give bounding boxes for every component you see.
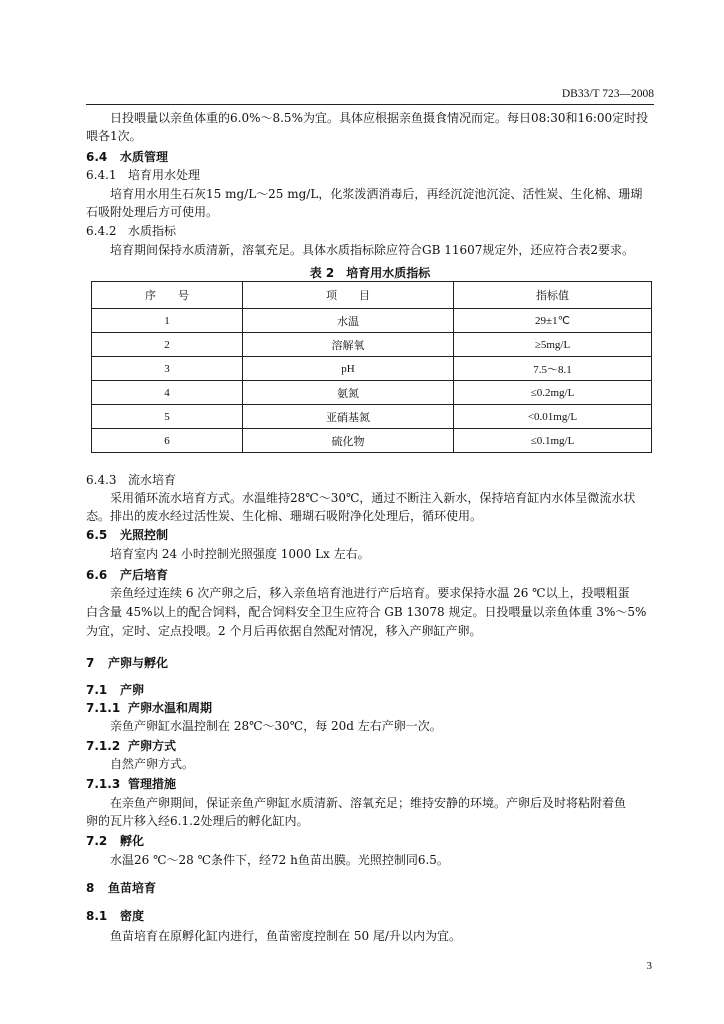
section-number: 7.1.3: [86, 777, 121, 791]
cell-value: ≥5mg/L: [454, 333, 652, 357]
section-title: 孵化: [120, 834, 145, 848]
water-treatment-line-1: 培育用水用生石灰15 mg/L～25 mg/L，化浆泼洒消毒后，再经沉淀池沉淀、活性炭、生化棉、珊瑚: [110, 187, 643, 201]
water-quality-table: [91, 281, 652, 453]
cell-number: 6: [92, 429, 243, 453]
section-title: 光照控制: [120, 528, 169, 542]
section-title: 产卵与孵化: [108, 656, 169, 670]
table-row: [92, 429, 652, 453]
section-title: 鱼苗培育: [108, 881, 157, 895]
section-7-2-heading: [86, 833, 654, 849]
section-number: 8: [86, 881, 95, 895]
cell-value: ≤0.2mg/L: [454, 381, 652, 405]
section-number: 6.4.1: [86, 168, 117, 182]
water-index-paragraph: 培育期间保持水质清新，溶氧充足。具体水质指标除应符合GB 11607规定外，还应符合表2要求。: [110, 243, 635, 257]
cell-value: 7.5～8.1: [454, 357, 652, 381]
cell-item: 溶解氧: [243, 333, 454, 357]
table-row: [92, 309, 652, 333]
feed-paragraph-line-1: 日投喂量以亲鱼体重的6.0%～8.5%为宜。具体应根据亲鱼摄食情况而定。每日08:30和16:00定时投: [110, 111, 649, 125]
cell-item: 硫化物: [243, 429, 454, 453]
table-row: [92, 405, 652, 429]
section-number: 6.4.2: [86, 224, 117, 238]
light-paragraph: 培育室内 24 小时控制光照强度 1000 Lx 左右。: [110, 547, 370, 561]
section-title: 流水培育: [128, 473, 177, 487]
section-title: 产卵水温和周期: [128, 701, 213, 715]
feed-paragraph-line-2: 喂各1次。: [86, 129, 142, 143]
table-row: [92, 357, 652, 381]
section-7-1-1-heading: [86, 700, 654, 716]
post-spawn-line-1: 亲鱼经过连续 6 次产卵之后，移入亲鱼培育池进行产后培育。要求保持水温 26 ℃以上，投喂粗蛋: [110, 586, 630, 600]
cell-number: 4: [92, 381, 243, 405]
section-6-6-heading: [86, 567, 654, 583]
table-row: [92, 381, 652, 405]
section-number: 7: [86, 656, 95, 670]
section-title: 水质指标: [128, 224, 177, 238]
water-treatment-line-2: 石吸附处理后方可使用。: [86, 205, 219, 219]
header-rule: [86, 104, 654, 105]
section-7-1-2-heading: [86, 738, 654, 754]
section-number: 6.4: [86, 150, 108, 164]
section-number: 6.6: [86, 568, 108, 582]
col-header-value: 指标值: [454, 282, 652, 309]
section-title: 密度: [120, 909, 145, 923]
paragraph-7-1-3-line-1: 在亲鱼产卵期间，保证亲鱼产卵缸水质清新、溶氧充足；维持安静的环境。产卵后及时将粘附着鱼: [110, 796, 627, 810]
section-title: 管理措施: [128, 777, 177, 791]
section-number: 7.1: [86, 683, 108, 697]
section-title: 培育用水处理: [128, 168, 201, 182]
cell-number: 1: [92, 309, 243, 333]
paragraph-7-1-3-line-2: 卵的瓦片移入经6.1.2处理后的孵化缸内。: [86, 814, 309, 828]
cell-number: 3: [92, 357, 243, 381]
section-6-4-2-heading: [86, 223, 654, 239]
section-number: 7.1.2: [86, 739, 121, 753]
table-row: [92, 333, 652, 357]
section-title: 产卵方式: [128, 739, 177, 753]
section-number: 7.2: [86, 834, 108, 848]
section-7-1-heading: [86, 682, 654, 698]
section-6-5-heading: [86, 527, 654, 543]
section-8-1-heading: [86, 908, 654, 924]
col-header-number: 序 号: [92, 282, 243, 309]
page-number: 3: [646, 960, 652, 972]
section-number: 7.1.1: [86, 701, 121, 715]
cell-number: 5: [92, 405, 243, 429]
cell-number: 2: [92, 333, 243, 357]
paragraph-7-2: 水温26 ℃～28 ℃条件下，经72 h鱼苗出膜。光照控制同6.5。: [110, 853, 449, 867]
chapter-7-heading: [86, 655, 654, 671]
section-title: 产卵: [120, 683, 145, 697]
section-7-1-3-heading: [86, 776, 654, 792]
section-number: 8.1: [86, 909, 108, 923]
post-spawn-line-3: 为宜，定时、定点投喂。2 个月后再依据自然配对情况，移入产卵缸产卵。: [86, 624, 482, 638]
standard-code: DB33/T 723—2008: [561, 88, 654, 100]
cell-value: <0.01mg/L: [454, 405, 652, 429]
section-6-4-1-heading: [86, 167, 654, 183]
cell-value: 29±1℃: [454, 309, 652, 333]
cell-value: ≤0.1mg/L: [454, 429, 652, 453]
section-6-4-heading: [86, 149, 654, 165]
paragraph-7-1-1: 亲鱼产卵缸水温控制在 28℃～30℃，每 20d 左右产卵一次。: [110, 719, 442, 733]
section-number: 6.4.3: [86, 473, 117, 487]
section-6-4-3-heading: [86, 472, 654, 488]
post-spawn-line-2: 白含量 45%以上的配合饲料，配合饲料安全卫生应符合 GB 13078 规定。日投喂量以亲鱼体重 3%～5%: [86, 605, 647, 619]
cell-item: 亚硝基氮: [243, 405, 454, 429]
cell-item: pH: [243, 357, 454, 381]
paragraph-7-1-2: 自然产卵方式。: [110, 757, 195, 771]
flow-paragraph-line-2: 态。排出的废水经过活性炭、生化棉、珊瑚石吸附净化处理后，循环使用。: [86, 509, 483, 523]
section-title: 产后培育: [120, 568, 169, 582]
table-header-row: [92, 282, 652, 309]
flow-paragraph-line-1: 采用循环流水培育方式。水温维持28℃～30℃，通过不断注入新水，保持培育缸内水体呈微流水状: [110, 491, 636, 505]
section-title: 水质管理: [120, 150, 169, 164]
chapter-8-heading: [86, 880, 654, 896]
cell-item: 水温: [243, 309, 454, 333]
section-number: 6.5: [86, 528, 108, 542]
col-header-item: 项 目: [243, 282, 454, 309]
table-caption: 表 2 培育用水质指标: [309, 266, 431, 280]
cell-item: 氨氮: [243, 381, 454, 405]
paragraph-8-1: 鱼苗培育在原孵化缸内进行，鱼苗密度控制在 50 尾/升以内为宜。: [110, 929, 461, 943]
